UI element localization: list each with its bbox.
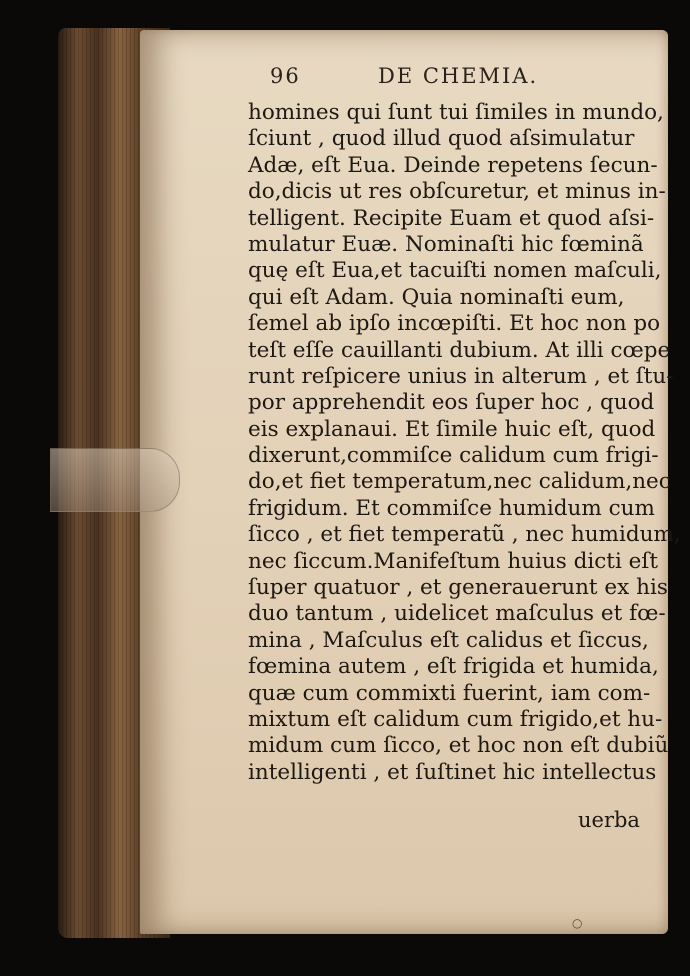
text-line: frigidum. Et commiſce humidum cum xyxy=(248,495,655,521)
text-line: qui eſt Adam. Quia nominaſti eum, xyxy=(248,284,625,310)
text-line: ſciunt , quod illud quod aſsimulatur xyxy=(248,126,635,152)
text-line: dixerunt,commiſce calidum cum frigi- xyxy=(248,443,659,469)
text-line: midum cum ſicco, et hoc non eſt dubiũ xyxy=(248,733,669,759)
text-line: quæ cum commixti fuerint, iam com- xyxy=(248,680,651,706)
text-line: homines qui ſunt tui ſimiles in mundo, xyxy=(248,100,664,125)
text-line: nec ſiccum.Manifeſtum huius dicti eſt xyxy=(248,548,658,574)
page-number: 96 xyxy=(270,64,301,88)
text-line: intelligenti , et ſuſtinet hic intellectus xyxy=(248,759,657,785)
catchword: uerba xyxy=(578,808,640,832)
text-line: do,dicis ut res obſcuretur, et minus in- xyxy=(248,179,666,205)
text-line: Adæ, eſt Eua. Deinde repetens ſecun- xyxy=(248,152,658,178)
text-line: mixtum eſt calidum cum frigido,et hu- xyxy=(248,706,663,732)
text-line: telligent. Recipite Euam et quod aſsi- xyxy=(248,205,655,231)
text-line: mulatur Euæ. Nominaſti hic fœminã xyxy=(248,231,644,257)
text-line: runt reſpicere unius in alterum , et ſtu- xyxy=(248,363,674,389)
text-line: ſemel ab ipſo incœpiſti. Et hoc non po xyxy=(248,311,661,337)
page-header xyxy=(270,64,590,98)
text-line: do,et fiet temperatum,nec calidum,nec xyxy=(248,469,671,495)
text-line: quę eſt Eua,et tacuiſti nomen maſculi, xyxy=(248,258,662,284)
text-line: ſicco , et fiet temperatũ , nec humidum, xyxy=(248,522,681,548)
text-line: fœmina autem , eſt frigida et humida, xyxy=(248,654,659,680)
text-line: eis explanaui. Et ſimile huic eſt, quod xyxy=(248,416,656,442)
text-line: duo tantum , uidelicet maſculus et fœ- xyxy=(248,601,666,627)
page-clip xyxy=(50,448,180,512)
running-title: DE CHEMIA. xyxy=(378,64,539,88)
text-line: teſt eſſe cauillanti dubium. At illi cœpe xyxy=(248,337,671,363)
page-speck: ○ xyxy=(572,916,583,930)
text-line: mina , Maſculus eſt calidus et ſiccus, xyxy=(248,627,649,653)
text-line: por apprehendit eos ſuper hoc , quod xyxy=(248,390,655,416)
text-line: ſuper quatuor , et generauerunt ex his xyxy=(248,575,668,601)
body-text xyxy=(248,100,681,786)
